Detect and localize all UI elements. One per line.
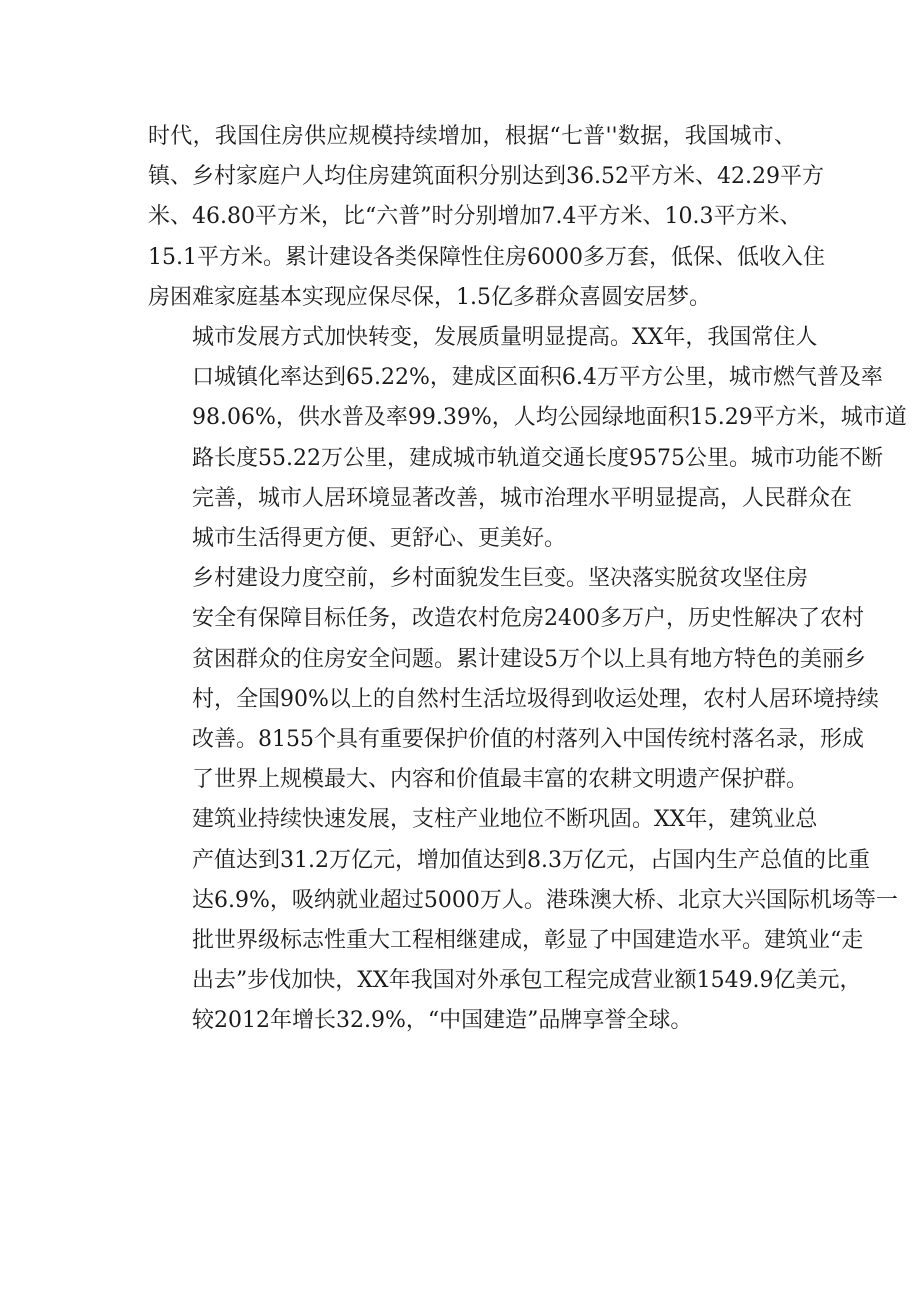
text-line: 批世界级标志性重大工程相继建成，彰显了中国建造水平。建筑业“走: [192, 928, 864, 954]
text-line: 城市发展方式加快转变，发展质量明显提高。XX年，我国常住人: [192, 325, 818, 351]
paragraph-construction-industry: [148, 800, 898, 1041]
text-line: 口城镇化率达到65.22%，建成区面积6.4万平方公里，城市燃气普及率: [192, 365, 883, 391]
paragraph-urban-development: [148, 318, 907, 559]
text-line: 出去”步伐加快，XX年我国对外承包工程完成营业额1549.9亿美元，: [192, 968, 862, 994]
text-line: 米、46.80平方米，比“六普”时分别增加7.4平方米、10.3平方米、: [148, 204, 802, 230]
text-line: 完善，城市人居环境显著改善，城市治理水平明显提高，人民群众在: [192, 485, 853, 511]
text-line: 镇、乡村家庭户人均住房建筑面积分别达到36.52平方米、42.29平方: [148, 164, 824, 190]
paragraph-housing-supply: [148, 117, 825, 318]
text-line: 村，全国90%以上的自然村生活垃圾得到收运处理，农村人居环境持续: [192, 686, 879, 712]
text-line: 乡村建设力度空前，乡村面貌发生巨变。坚决落实脱贫攻坚住房: [192, 566, 809, 592]
text-line: 98.06%，供水普及率99.39%，人均公园绿地面积15.29平方米，城市道: [192, 405, 907, 431]
text-line: 安全有保障目标任务，改造农村危房2400多万户，历史性解决了农村: [192, 606, 864, 632]
text-line: 改善。8155个具有重要保护价值的村落列入中国传统村落名录，形成: [192, 727, 864, 753]
text-line: 城市生活得更方便、更舒心、更美好。: [192, 526, 567, 552]
text-line: 产值达到31.2万亿元，增加值达到8.3万亿元，占国内生产总值的比重: [192, 847, 870, 873]
text-line: 路长度55.22万公里，建成城市轨道交通长度9575公里。城市功能不断: [192, 445, 883, 471]
text-line: 房困难家庭基本实现应保尽保，1.5亿多群众喜圆安居梦。: [148, 284, 711, 310]
text-line: 较2012年增长32.9%，“中国建造”品牌享誉全球。: [192, 1008, 693, 1034]
document-body: [148, 117, 907, 1042]
text-line: 时代，我国住房供应规模持续增加，根据“七普''数据，我国城市、: [148, 124, 796, 149]
text-line: 建筑业持续快速发展，支柱产业地位不断巩固。XX年，建筑业总: [192, 807, 818, 833]
text-line: 15.1平方米。累计建设各类保障性住房6000多万套，低保、低收入住: [148, 244, 825, 270]
paragraph-rural-construction: [148, 559, 879, 800]
text-line: 了世界上规模最大、内容和价值最丰富的农耕文明遗产保护群。: [192, 767, 809, 793]
text-line: 贫困群众的住房安全问题。累计建设5万个以上具有地方特色的美丽乡: [192, 646, 866, 672]
text-line: 达6.9%，吸纳就业超过5000万人。港珠澳大桥、北京大兴国际机场等一: [192, 887, 898, 913]
